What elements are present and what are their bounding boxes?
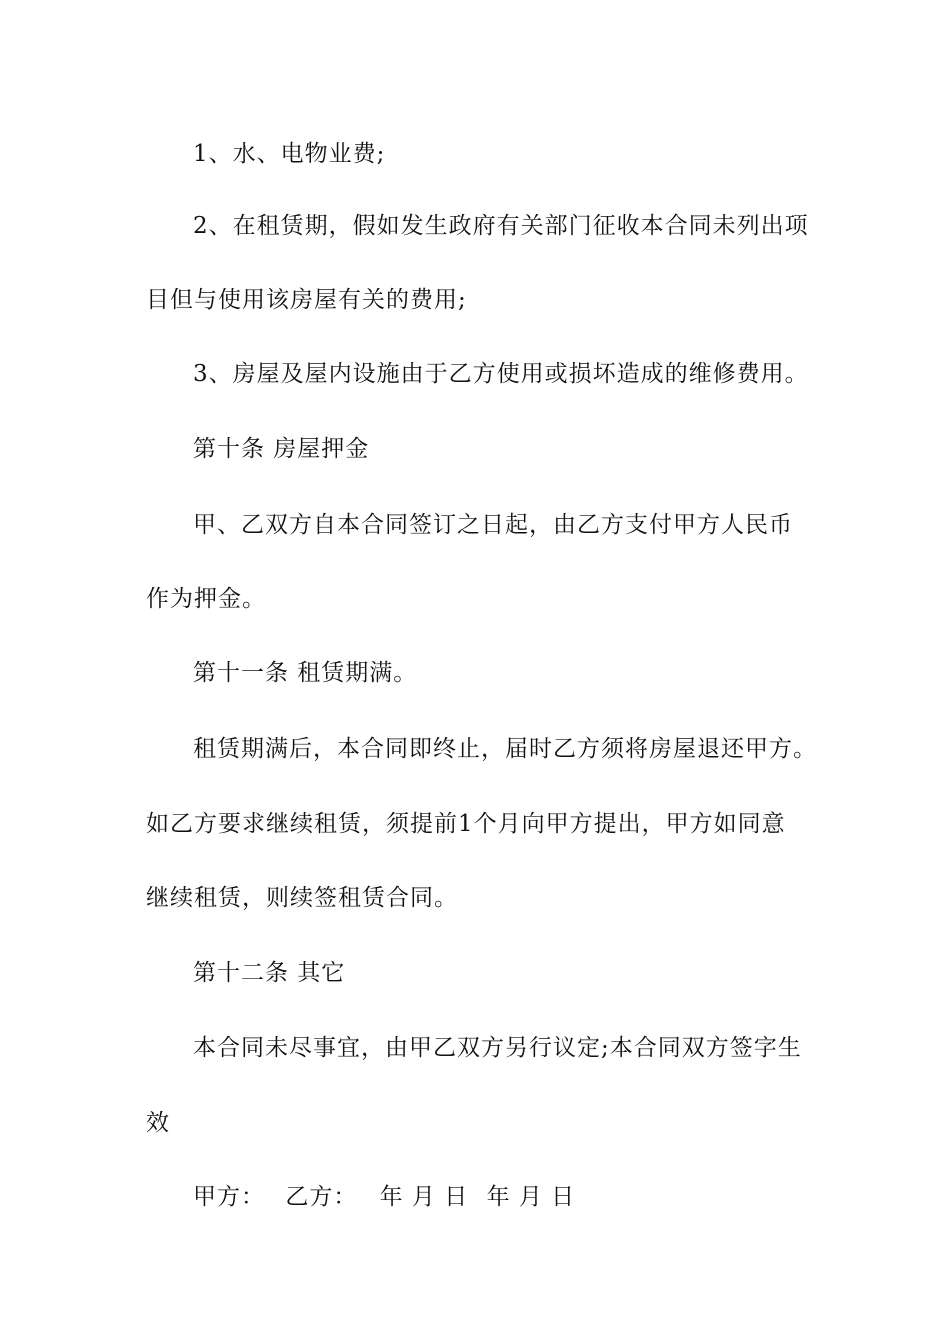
article-12-heading: 第十二条 其它 xyxy=(193,960,346,986)
party-b-label: 乙方： xyxy=(285,1184,358,1210)
paragraph-deposit: 甲、乙双方自本合同签订之日起，由乙方支付甲方人民币 xyxy=(193,512,793,538)
signature-line xyxy=(193,1182,575,1212)
party-a-date: 年 月 日 xyxy=(379,1184,469,1210)
paragraph-expiry-cont-2: 继续租赁，则续签租赁合同。 xyxy=(146,885,458,911)
paragraph-expiry: 租赁期满后，本合同即终止，届时乙方须将房屋退还甲方。 xyxy=(193,736,817,762)
paragraph-fee-item-1: 1、水、电物业费; xyxy=(193,141,386,167)
article-10-heading: 第十条 房屋押金 xyxy=(193,436,370,462)
party-b-date: 年 月 日 xyxy=(486,1184,576,1210)
paragraph-other-cont: 效 xyxy=(146,1110,170,1136)
paragraph-fee-item-3: 3、房屋及屋内设施由于乙方使用或损坏造成的维修费用。 xyxy=(193,361,809,387)
paragraph-deposit-cont: 作为押金。 xyxy=(146,586,266,612)
paragraph-other: 本合同未尽事宜，由甲乙双方另行议定;本合同双方签字生 xyxy=(193,1035,802,1061)
paragraph-fee-item-2-cont: 目但与使用该房屋有关的费用; xyxy=(146,287,467,313)
paragraph-expiry-cont-1: 如乙方要求继续租赁，须提前1个月向甲方提出，甲方如同意 xyxy=(146,811,786,837)
paragraph-fee-item-2: 2、在租赁期，假如发生政府有关部门征收本合同未列出项 xyxy=(193,213,809,239)
party-a-label: 甲方： xyxy=(193,1184,265,1210)
article-11-heading: 第十一条 租赁期满。 xyxy=(193,660,418,686)
